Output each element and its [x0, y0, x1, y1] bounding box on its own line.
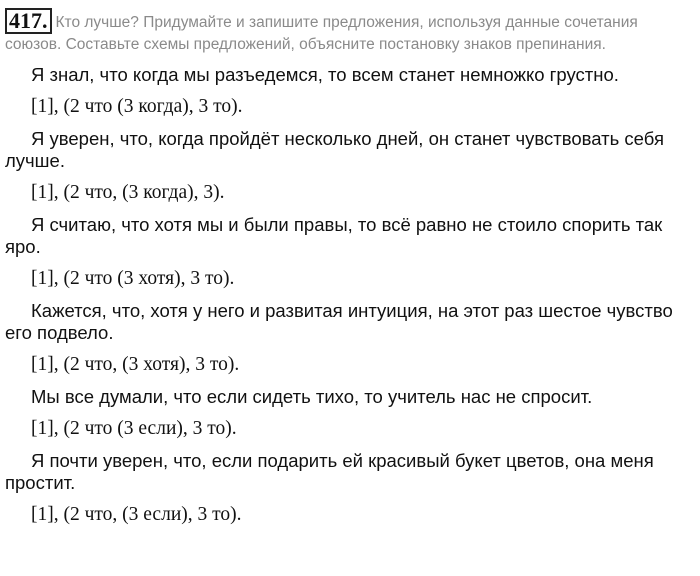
- sentence-line: Я уверен, что, когда пройдёт несколько дней, он станет чувствовать себя лучше.: [5, 128, 664, 171]
- scheme-line: [1], (2 что, (3 хотя), 3 то).: [31, 354, 240, 375]
- scheme-line: [1], (2 что (3 когда), 3 то).: [31, 96, 243, 117]
- sentence-line: Мы все думали, что если сидеть тихо, то учитель нас не спросит.: [31, 386, 593, 407]
- exercise-number: 417.: [5, 8, 52, 34]
- sentence-line: Кажется, что, хотя у него и развитая интуиция, на этот раз шестое чувство его подвело.: [5, 300, 673, 343]
- sentence-line: Я считаю, что хотя мы и были правы, то всё равно не стоило спорить так яро.: [5, 214, 663, 257]
- scheme-line: [1], (2 что (3 хотя), 3 то).: [31, 268, 235, 289]
- exercise-lines: [5, 64, 694, 526]
- scheme-line: [1], (2 что (3 если), 3 то).: [31, 418, 237, 439]
- sentence-line: Я знал, что когда мы разъедемся, то всем станет немножко грустно.: [31, 64, 619, 85]
- exercise-instruction: Кто лучше? Придумайте и запишите предложения, используя данные сочетания союзов. Составьте схемы предложений, объясните постановку знаков препинания.: [5, 14, 638, 53]
- scheme-line: [1], (2 что, (3 если), 3 то).: [31, 504, 242, 525]
- scheme-line: [1], (2 что, (3 когда), 3).: [31, 182, 225, 203]
- exercise-task: [5, 8, 694, 55]
- sentence-line: Я почти уверен, что, если подарить ей красивый букет цветов, она меня простит.: [5, 450, 654, 493]
